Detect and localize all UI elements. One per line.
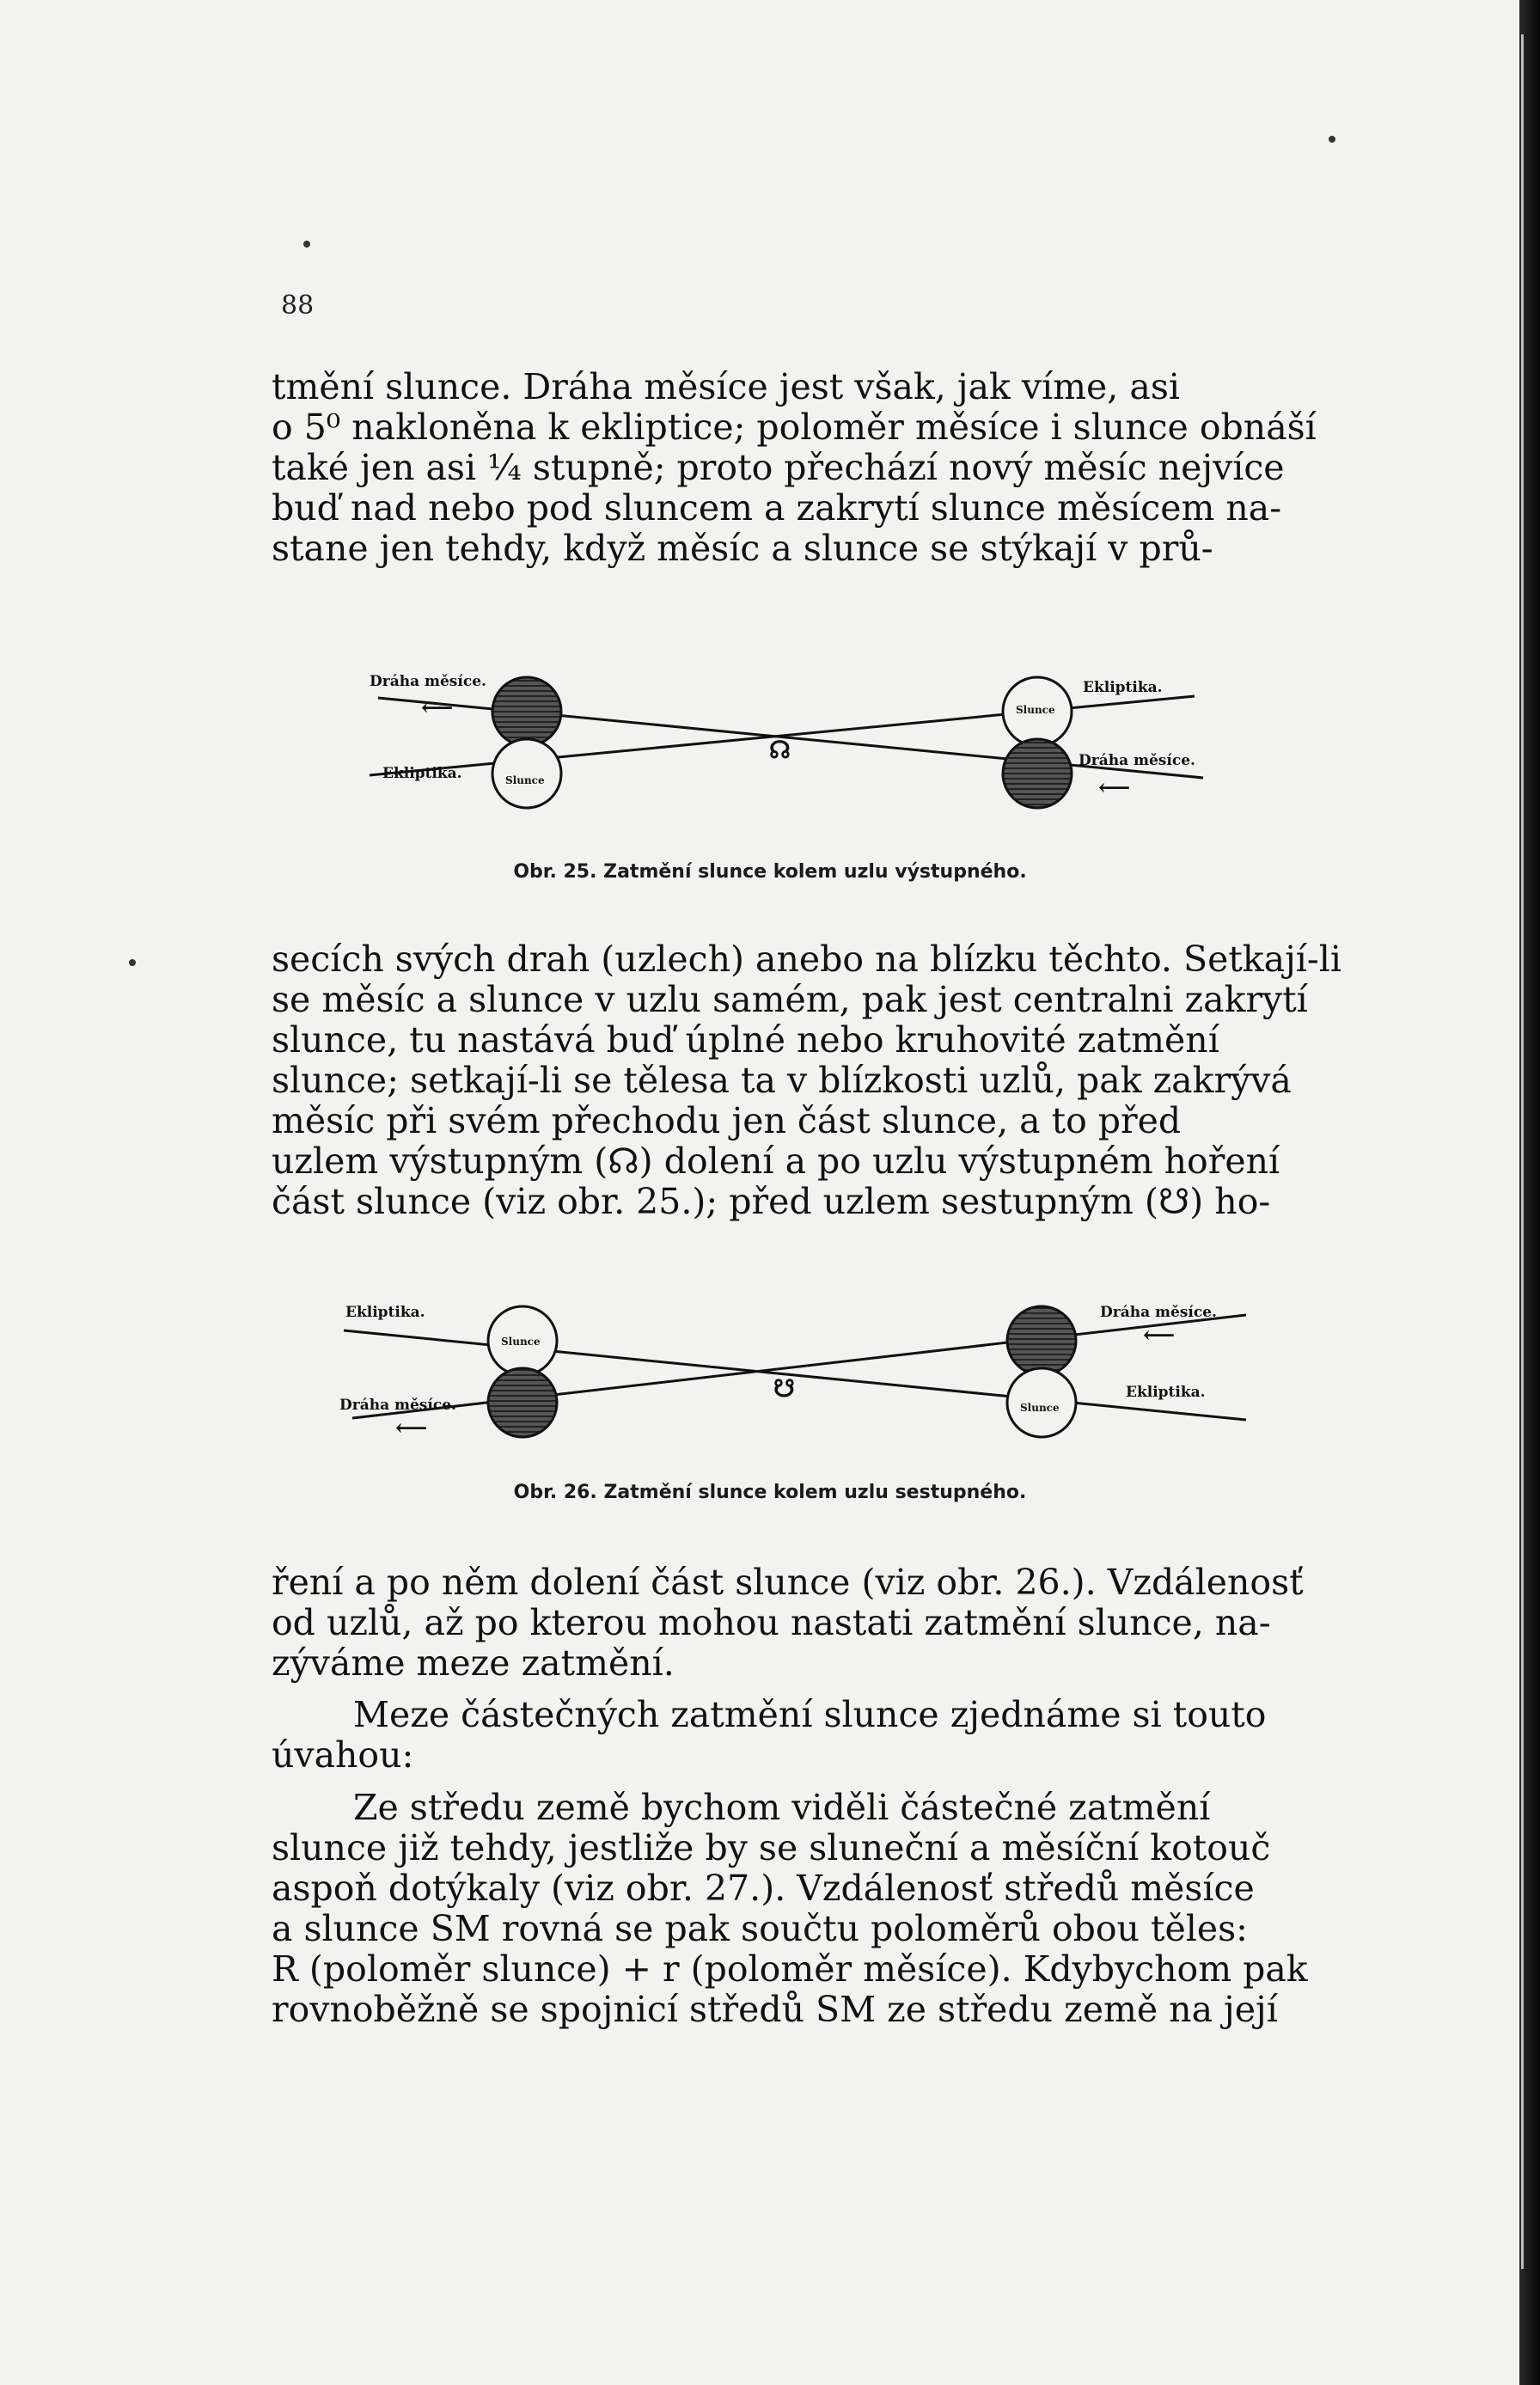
- text-line: slunce; setkají-li se tělesa ta v blízkosti uzlů, pak zakrývá: [272, 1060, 1292, 1101]
- figure-26-caption: Obr. 26. Zatmění slunce kolem uzlu sestupného.: [513, 1482, 1027, 1503]
- speck: [303, 241, 310, 248]
- text-line: a slunce SM rovná se pak součtu poloměrů obou těles:: [272, 1908, 1248, 1949]
- text-line: Meze částečných zatmění slunce zjednáme si touto: [353, 1694, 1267, 1735]
- ascending-node-symbol: ☊: [769, 736, 791, 764]
- paragraph-5: [272, 1787, 1308, 2030]
- moon-disc: [1007, 1306, 1076, 1375]
- label-ecliptic: Ekliptika.: [345, 1304, 425, 1321]
- paragraph-4: [272, 1695, 1291, 1776]
- page-number: 88: [281, 290, 315, 321]
- text-line: slunce již tehdy, jestliže by se sluneční a měsíční kotouč: [272, 1827, 1271, 1868]
- label-sun: Slunce: [1016, 704, 1055, 716]
- moon-disc: [488, 1368, 557, 1437]
- text-line: aspoň dotýkaly (viz obr. 27.). Vzdálenosť středů měsíce: [272, 1868, 1255, 1909]
- moon-disc: [492, 677, 561, 746]
- text-line: měsíc při svém přechodu jen část slunce, a to před: [272, 1100, 1182, 1141]
- text-line: část slunce (viz obr. 25.); před uzlem sestupným (☋) ho-: [272, 1181, 1271, 1222]
- label-moon-orbit: Dráha měsíce.: [370, 673, 486, 690]
- arrow-left: ⟵: [421, 695, 454, 721]
- text-line: tmění slunce. Dráha měsíce jest však, jak víme, asi: [272, 366, 1180, 407]
- figure-25-diagram: [361, 653, 1220, 825]
- label-moon-orbit: Dráha měsíce.: [1100, 1304, 1217, 1321]
- text-line: úvahou:: [272, 1734, 414, 1776]
- figure-26-diagram: [335, 1281, 1263, 1452]
- speck: [1329, 136, 1335, 143]
- label-sun: Slunce: [501, 1336, 541, 1348]
- label-moon-orbit: Dráha měsíce.: [1079, 752, 1195, 769]
- label-sun: Slunce: [505, 774, 545, 786]
- page-edge-line: [1521, 34, 1524, 2269]
- ecliptic-line: [344, 1330, 1246, 1420]
- text-line: Ze středu země bychom viděli částečné zatmění: [353, 1787, 1211, 1828]
- text-line: se měsíc a slunce v uzlu samém, pak jest centralni zakrytí: [272, 979, 1308, 1020]
- arrow-left: ⟵: [395, 1416, 428, 1441]
- text-line: slunce, tu nastává buď úplné nebo kruhovité zatmění: [272, 1019, 1219, 1061]
- text-line: rovnoběžně se spojnicí středů SM ze středu země na její: [272, 1989, 1278, 2030]
- speck: [129, 959, 136, 966]
- descending-node-symbol: ☋: [773, 1374, 795, 1403]
- label-ecliptic: Ekliptika.: [1126, 1384, 1206, 1401]
- text-line: ření a po něm dolení část slunce (viz obr. 26.). Vzdálenosť: [272, 1562, 1304, 1603]
- figure-25-caption: Obr. 25. Zatmění slunce kolem uzlu výstupného.: [513, 861, 1027, 883]
- label-ecliptic: Ekliptika.: [1083, 679, 1163, 696]
- text-line: R (poloměr slunce) + r (poloměr měsíce). Kdybychom pak: [272, 1948, 1308, 1990]
- text-line: stane jen tehdy, když měsíc a slunce se stýkají v prů-: [272, 528, 1213, 569]
- label-sun: Slunce: [1020, 1402, 1060, 1414]
- sun-disc: [492, 739, 561, 808]
- text-line: uzlem výstupným (☊) dolení a po uzlu výstupném hoření: [272, 1141, 1280, 1182]
- moon-orbit-line: [352, 1315, 1246, 1418]
- text-line: od uzlů, až po kterou mohou nastati zatmění slunce, na-: [272, 1602, 1271, 1643]
- arrow-right: ⟵: [1098, 775, 1131, 801]
- text-line: také jen asi ¼ stupně; proto přechází nový měsíc nejvíce: [272, 447, 1285, 488]
- paragraph-3: [272, 1562, 1304, 1684]
- text-line: buď nad nebo pod sluncem a zakrytí slunce měsícem na-: [272, 487, 1282, 529]
- label-moon-orbit: Dráha měsíce.: [339, 1397, 456, 1414]
- paragraph-1: [272, 366, 1317, 569]
- label-ecliptic: Ekliptika.: [382, 765, 462, 782]
- moon-disc: [1003, 739, 1072, 808]
- paragraph-2: [272, 939, 1341, 1222]
- text-line: secích svých drah (uzlech) anebo na blízku těchto. Setkají-li: [272, 939, 1341, 980]
- arrow-right: ⟵: [1143, 1323, 1176, 1348]
- text-line: o 5⁰ nakloněna k ekliptice; poloměr měsíce i slunce obnáší: [272, 407, 1317, 448]
- text-line: zýváme meze zatmění.: [272, 1642, 675, 1684]
